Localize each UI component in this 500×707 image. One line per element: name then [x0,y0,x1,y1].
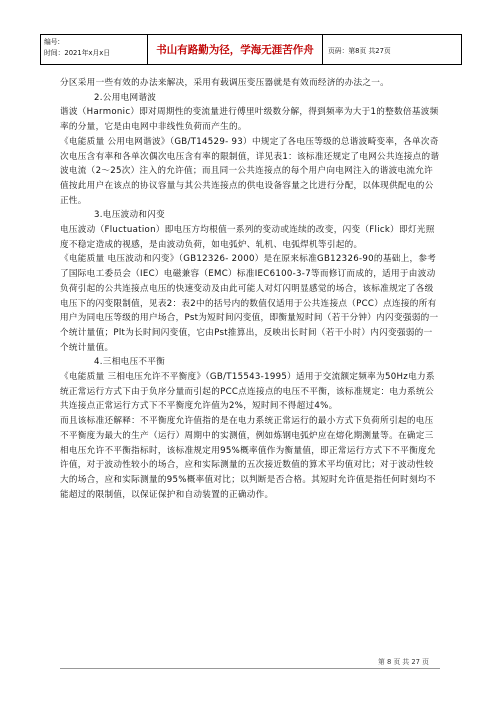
paragraph: 分区采用一些有效的办法来解决，采用有载调压变压器就是有效而经济的办法之一。 [60,78,390,88]
section-heading: 2.公用电网谐波 [94,92,157,103]
time-label: 时间：2021年x月x日 [44,49,111,57]
header-page-info: 页码：第8页 共27页 [328,46,391,55]
paragraph: 《电能质量 三相电压允许不平衡度》（GB/T15543-1995）适用于交流额定频率为50Hz电力系统正常运行方式下由于负序分量而引起的PCC点连接点的电压不平衡，该标准规定：电力系统公共连接点正常运行方式下不平衡度允许值为2%，短时间不得超过4%。 [60,372,435,412]
number-label: 编号: [44,38,60,46]
paragraph: 电压波动（Fluctuation）即电压方均根值一系列的变动或连续的改变，闪变（Flick）即灯光照度不稳定造成的视感，是由波动负荷，如电弧炉、轧机、电弧焊机等引起的。 [60,225,435,250]
header-motto: 书山有路勤为径，学海无涯苦作舟 [148,35,323,64]
header-meta [41,35,148,64]
footer-divider [60,668,440,669]
section-heading: 3.电压波动和闪变 [94,210,166,221]
paragraph: 《电能质量 电压波动和闪变》（GB12326- 2000）是在原来标准GB12326-90的基础上，参考了国际电工委员会（IEC）电磁兼容（EMC）标准IEC6100-3-7等而修订而成的，适用于由波动负荷引起的公共连接点电压的快速变动及由此可能人对灯闪明显感觉的场合，该标准规定了各级电压下的闪变限制值，见表2：表2中的括号内的数值仅适用于公共连接点（PCC）点连接的所有用户为同电压等级的用户场合，Pst为短时间闪变值，即衡量短时间（若干分钟）内闪变强弱的一个统计量值；Plt为长时间闪变值，它由Pst推算出，反映出长时间（若干小时）内闪变强弱的一个统计量值。 [60,254,439,353]
section-heading: 4.三相电压不平衡 [94,357,166,368]
footer-page-numbers: 第 8 页 共 27 页 [378,658,429,666]
page-header [40,34,462,65]
document-body [60,76,440,502]
paragraph: 而且该标准还解释：不平衡度允许值指的是在电力系统正常运行的最小方式下负荷所引起的电压不平衡度为最大的生产（运行）周期中的实测值，例如炼钢电弧炉应在熔化期测量等。在确定三相电压允许不平衡指标时，该标准规定用95%概率值作为衡量值，即正常运行方式下不平衡度允许值，对于波动性较小的场合，应和实际测量的五次接近数值的算术平均值对比；对于波动性较大的场合，应和实际测量的95%概率值对比；以判断是否合格。其短时允许值是指任何时刻均不能超过的限制值，以保证保护和自动装置的正确动作。 [60,416,436,500]
paragraph: 《电能质量 公用电网谐波》（GB/T14529- 93）中规定了各电压等级的总谐波畸变率，各单次奇次电压含有率和各单次偶次电压含有率的限制值，详见表1：该标准还规定了电网公共连接点的谐波电流（2～25次）注入的允许值；而且同一公共连接点的每个用户向电网注入的谐波电流允许值按此用户在该点的协议容量与其公共连接点的供电设备容量之比进行分配，以体现供配电的公正性。 [60,136,440,206]
paragraph: 谐波（Harmonic）即对周期性的变流量进行傅里叶级数分解，得到频率为大于1的整数倍基波频率的分量，它是由电网中非线性负荷而产生的。 [60,107,439,133]
